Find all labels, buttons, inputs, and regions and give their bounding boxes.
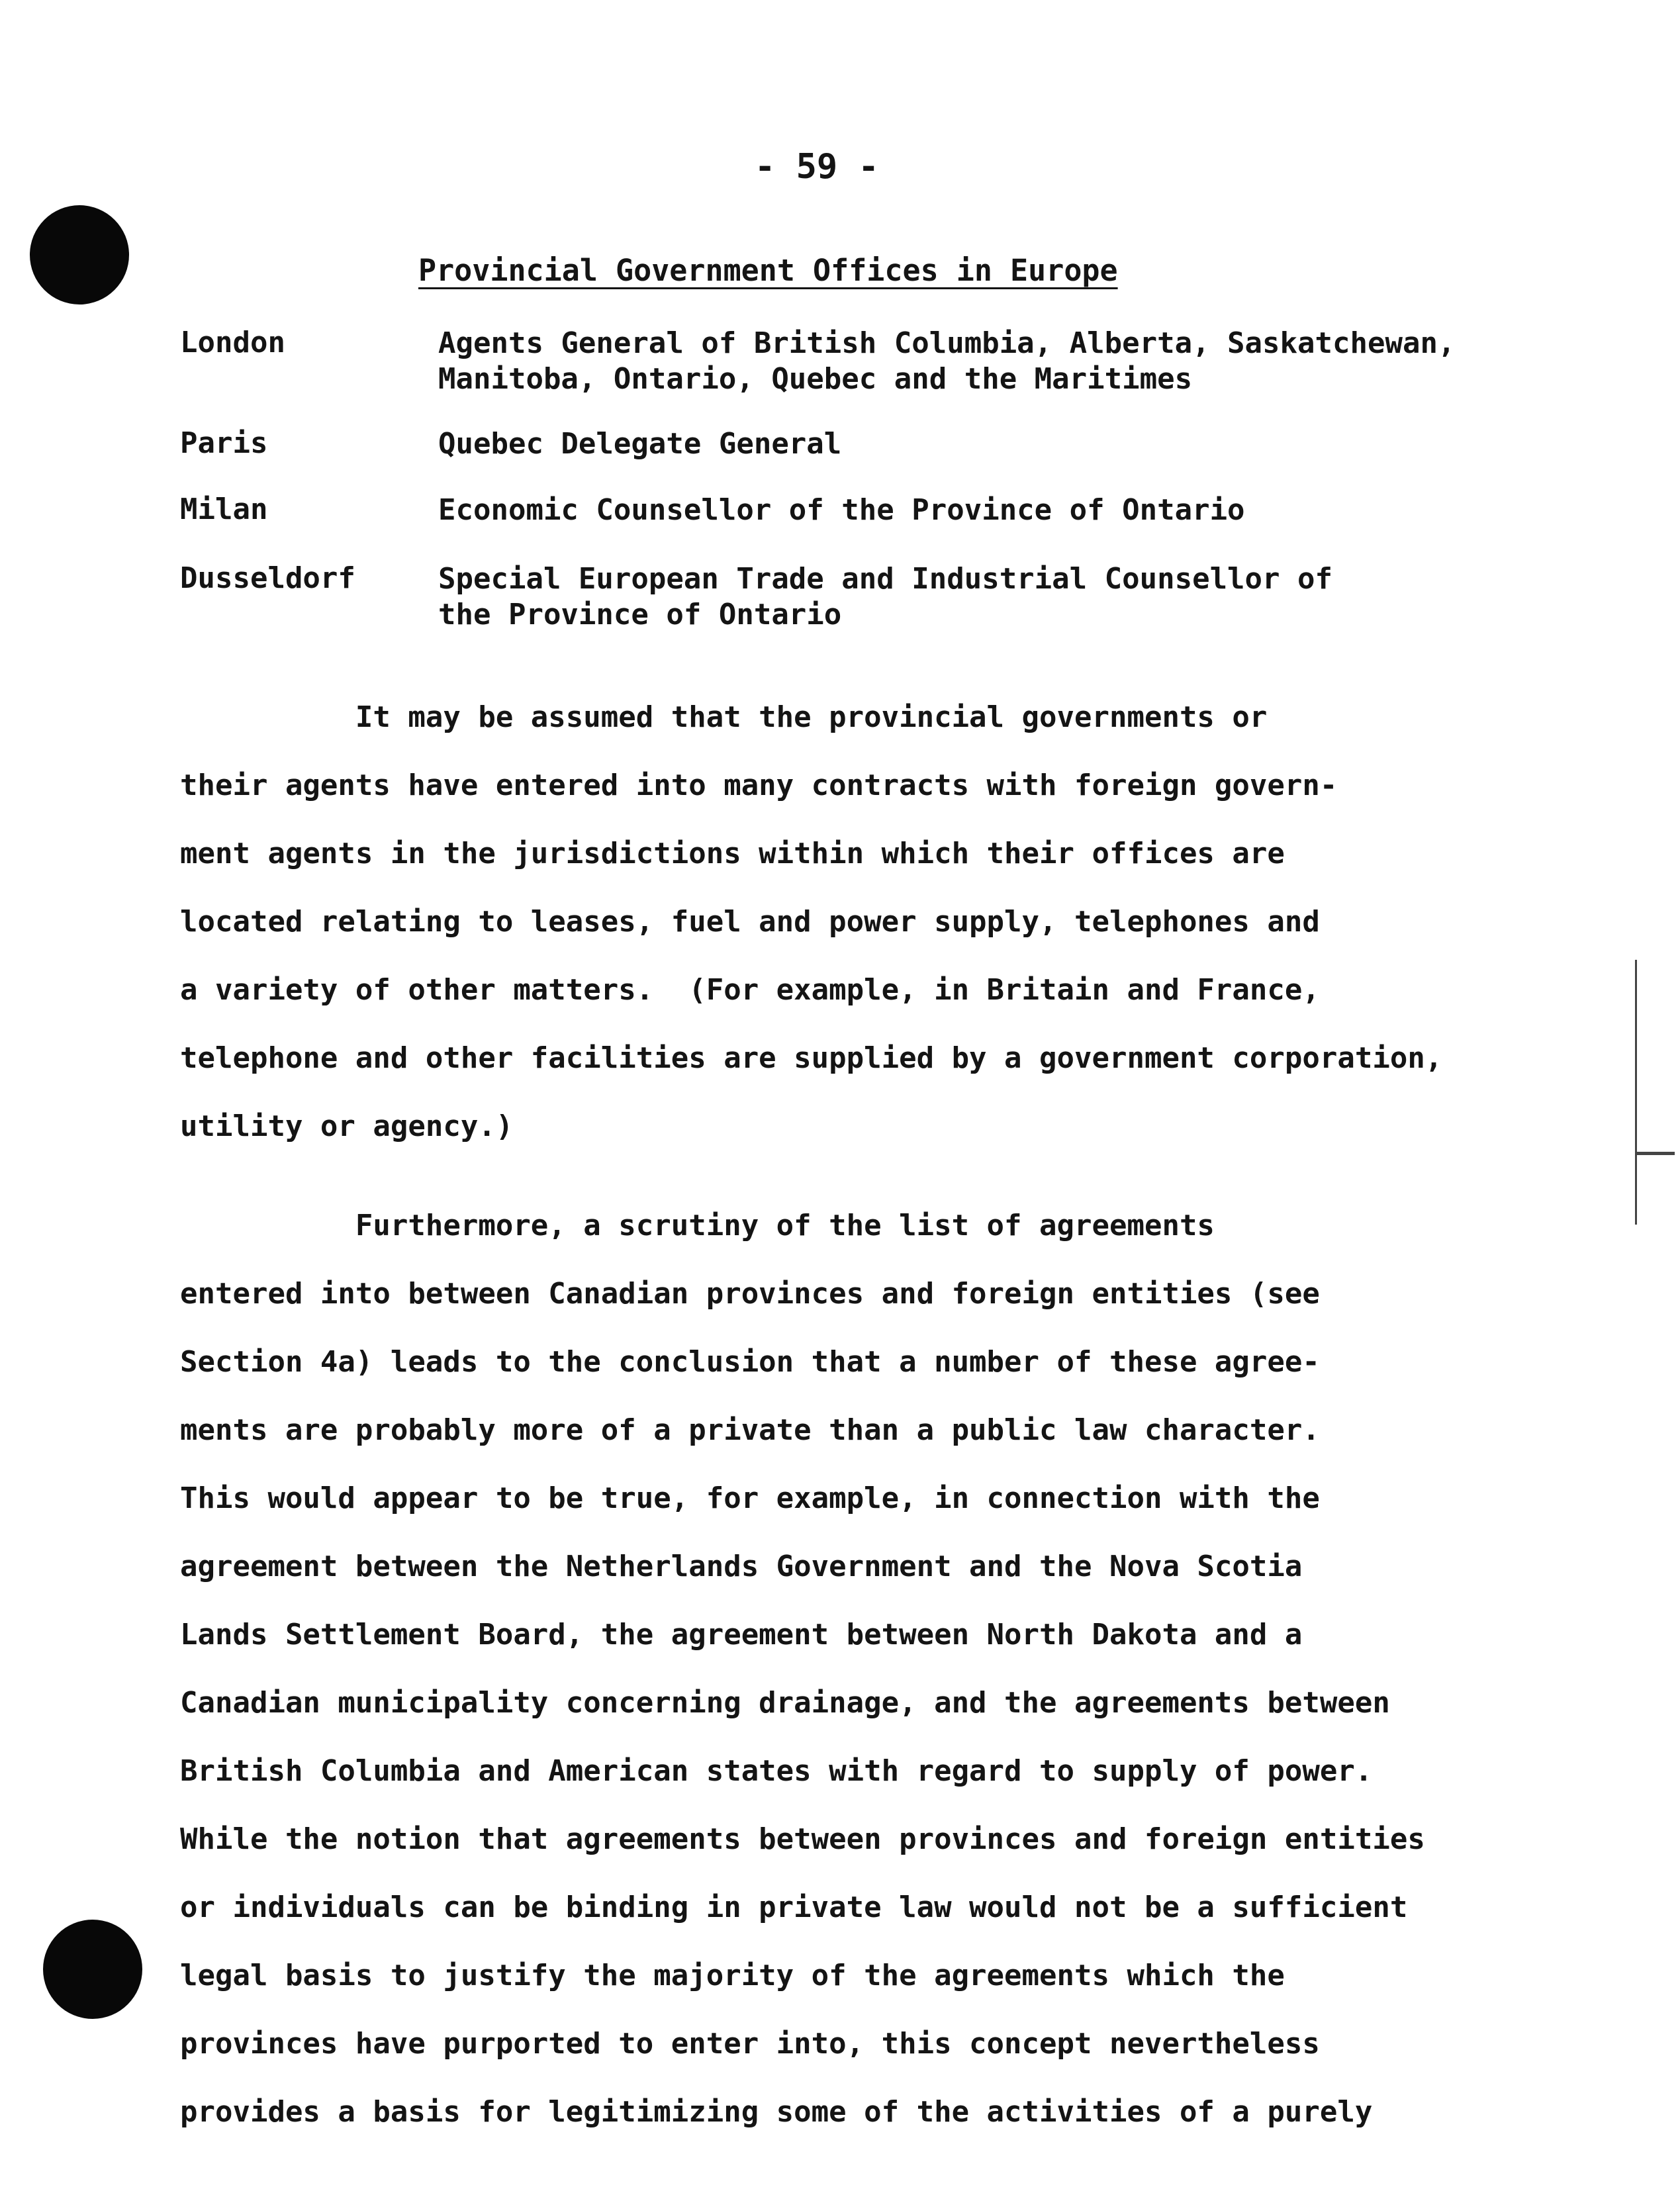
text-line: While the notion that agreements between provinces and foreign entities [180, 1822, 1425, 1856]
office-description: Special European Trade and Industrial Counsellor of the Province of Ontario [438, 562, 1333, 631]
text-line: Section 4a) leads to the conclusion that a number of these agree- [180, 1345, 1320, 1379]
text-line: a variety of other matters. (For example, in Britain and France, [180, 973, 1320, 1007]
text-line: utility or agency.) [180, 1109, 514, 1143]
text-line: Furthermore, a scrutiny of the list of agreements [180, 1209, 1215, 1242]
office-description: Economic Counsellor of the Province of Ontario [438, 493, 1245, 527]
punch-hole-bottom [43, 1920, 142, 2019]
text-line: legal basis to justify the majority of the agreements which the [180, 1959, 1285, 1992]
text-line: provides a basis for legitimizing some of the activities of a purely [180, 2095, 1373, 2129]
text-line: Canadian municipality concerning drainage, and the agreements between [180, 1686, 1390, 1720]
text-line: agreement between the Netherlands Government and the Nova Scotia [180, 1550, 1303, 1583]
office-description: Quebec Delegate General [438, 427, 842, 461]
text-line: or individuals can be binding in private law would not be a sufficient [180, 1890, 1408, 1924]
text-line: ment agents in the jurisdictions within which their offices are [180, 837, 1285, 870]
office-city: Dusseldorf [180, 561, 355, 595]
text-line: telephone and other facilities are supplied by a government corporation, [180, 1041, 1443, 1075]
scan-edge-mark [1635, 1152, 1675, 1155]
text-line: entered into between Canadian provinces and foreign entities (see [180, 1277, 1320, 1311]
text-line: Lands Settlement Board, the agreement between North Dakota and a [180, 1618, 1303, 1652]
office-city: Milan [180, 492, 268, 526]
page-number: - 59 - [755, 147, 879, 187]
text-line: British Columbia and American states with regard to supply of power. [180, 1754, 1373, 1788]
office-description: Agents General of British Columbia, Alberta, Saskatchewan, Manitoba, Ontario, Quebec and the Maritimes [438, 326, 1456, 396]
office-city: London [180, 326, 285, 359]
text-line: their agents have entered into many contracts with foreign govern- [180, 769, 1338, 802]
text-line: ments are probably more of a private than a public law character. [180, 1413, 1320, 1447]
punch-hole-top [30, 205, 129, 304]
scan-edge-mark [1635, 960, 1637, 1225]
text-line: located relating to leases, fuel and power supply, telephones and [180, 905, 1320, 939]
text-line: This would appear to be true, for example, in connection with the [180, 1481, 1320, 1515]
office-city: Paris [180, 426, 268, 460]
section-heading: Provincial Government Offices in Europe [418, 253, 1118, 288]
text-line: provinces have purported to enter into, this concept nevertheless [180, 2027, 1320, 2061]
text-line: It may be assumed that the provincial governments or [180, 700, 1268, 734]
